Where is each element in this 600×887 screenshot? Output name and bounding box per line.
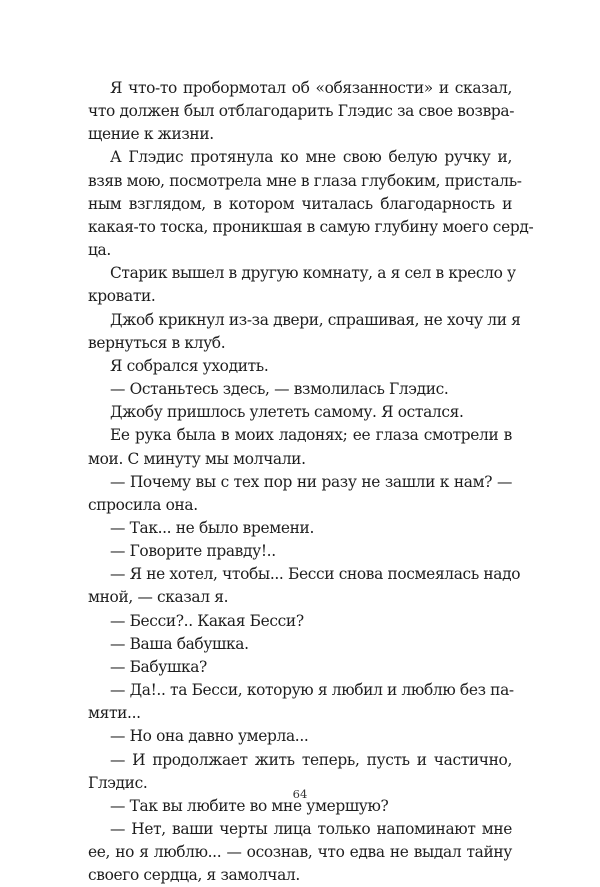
text-line: взяв мою, посмотрела мне в глаза глубоким, присталь- [88, 171, 522, 190]
text-line: — Так вы любите во мне умершую? [110, 796, 389, 815]
text-line: кровати. [88, 287, 156, 306]
text-line: щение к жизни. [88, 125, 214, 144]
text-line: мои. С минуту мы молчали. [88, 449, 306, 468]
text-line: Старик вышел в другую комнату, а я сел в кресло у [110, 264, 516, 283]
text-line: спросила она. [88, 495, 198, 514]
text-line: — Но она давно умерла... [110, 727, 309, 746]
text-line: Джоб крикнул из-за двери, спрашивая, не хочу ли я [110, 310, 521, 329]
text-line: — Бабушка? [110, 657, 207, 676]
text-line: Джобу пришлось улететь самому. Я остался. [110, 403, 464, 422]
text-line: Я собрался уходить. [110, 356, 269, 375]
text-line: — Я не хотел, чтобы... Бесси снова посмеялась надо [110, 565, 521, 584]
page-body-text [88, 77, 534, 887]
page-number: 64 [292, 787, 308, 801]
text-line: что должен был отблагодарить Глэдис за свое возвра- [88, 102, 515, 121]
text-line: — Нет, ваши черты лица только напоминают мне [110, 820, 512, 838]
text-line: ным взглядом, в котором читалась благодарность и [88, 194, 512, 213]
text-line: — Так... не было времени. [110, 518, 314, 537]
text-line: мной, — сказал я. [88, 588, 229, 607]
text-line: А Глэдис протянула ко мне свою белую ручку и, [110, 148, 512, 167]
text-line: ца. [88, 241, 111, 260]
text-line: — Почему вы с тех пор ни разу не зашли к нам? — [110, 472, 512, 491]
text-line: Я что-то пробормотал об «обязанности» и сказал, [110, 79, 512, 97]
text-line: ее, но я люблю... — осознав, что едва не выдал тайну [88, 843, 512, 862]
text-line: — Ваша бабушка. [110, 634, 249, 653]
text-line: своего сердца, я замолчал. [88, 866, 300, 885]
text-line: — Бесси?.. Какая Бесси? [110, 611, 304, 630]
text-line: — Да!.. та Бесси, которую я любил и люблю без па- [110, 681, 514, 700]
text-line: мяти... [88, 704, 141, 723]
text-line: — И продолжает жить теперь, пусть и частично, [110, 750, 512, 769]
text-line: Глэдис. [88, 773, 148, 792]
text-line: какая-то тоска, проникшая в самую глубину моего серд- [88, 217, 534, 236]
text-line: — Останьтесь здесь, — взмолилась Глэдис. [110, 380, 449, 399]
text-line: вернуться в клуб. [88, 333, 226, 352]
text-line: Ее рука была в моих ладонях; ее глаза смотрели в [110, 426, 512, 445]
text-line: — Говорите правду!.. [110, 542, 276, 561]
